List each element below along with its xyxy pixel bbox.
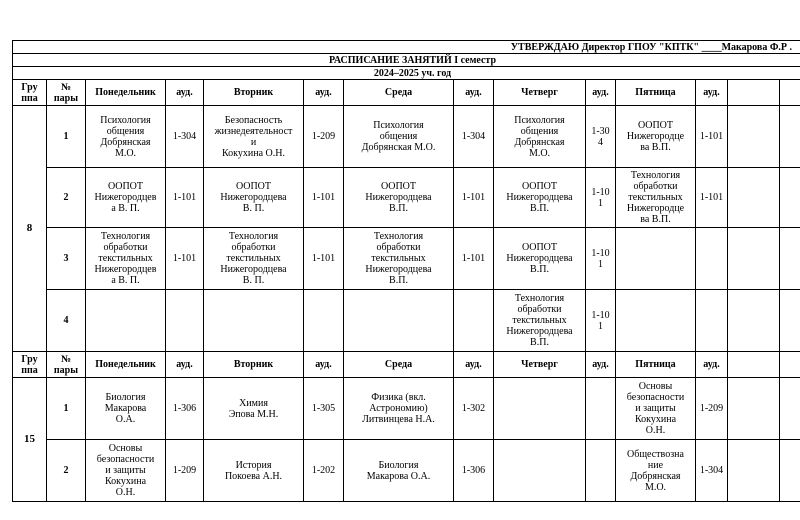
room-text: 1-10 1 — [591, 247, 610, 270]
lesson-wed — [344, 106, 454, 168]
room-text: 1-101 — [461, 253, 486, 264]
empty-cell — [728, 80, 780, 106]
pair-number: 2 — [47, 168, 86, 228]
lesson-thu — [494, 290, 586, 352]
lesson-text: Психология общения Добрянская М.О. — [361, 120, 436, 153]
lesson-thu — [494, 440, 586, 502]
header-room-text: ауд. — [703, 359, 720, 370]
room-mon — [166, 168, 204, 228]
lesson-text: Психология общения Добрянская М.О. — [100, 114, 151, 159]
header-room-text: ауд. — [465, 87, 482, 98]
room-fri — [696, 290, 728, 352]
lesson-text: Технология обработки текстильных Нижегородцева В. П. — [220, 231, 287, 286]
lesson-tue — [204, 378, 304, 440]
header-monday-text: Понедельник — [95, 359, 156, 370]
header-friday-text: Пятница — [635, 359, 676, 370]
header-group — [13, 80, 47, 106]
lesson-fri — [616, 168, 696, 228]
room-fri — [696, 106, 728, 168]
group-number: 8 — [13, 106, 47, 352]
room-text: 1-30 4 — [591, 125, 610, 148]
room-text: 1-209 — [699, 403, 724, 414]
room-text: 1-10 1 — [591, 186, 610, 209]
room-thu — [586, 378, 616, 440]
lesson-fri — [616, 378, 696, 440]
lesson-thu — [494, 378, 586, 440]
header-friday-text: Пятница — [635, 87, 676, 98]
room-thu — [586, 440, 616, 502]
header-room — [166, 80, 204, 106]
lesson-text: Биология Макарова О.А. — [104, 392, 147, 425]
lesson-text: Технология обработки текстильных Нижегородце ва В.П. — [626, 170, 685, 225]
header-room — [454, 80, 494, 106]
lesson-text: История Покоева А.Н. — [224, 459, 283, 482]
academic-year: 2024–2025 уч. год — [13, 67, 800, 80]
room-fri — [696, 228, 728, 290]
room-wed — [454, 106, 494, 168]
empty-cell — [728, 168, 780, 228]
header-room — [586, 80, 616, 106]
lesson-fri — [616, 440, 696, 502]
empty-cell — [728, 290, 780, 352]
pair-number: 4 — [47, 290, 86, 352]
lesson-text: ООПОТ Нижегородцев а В. П. — [94, 181, 157, 214]
header-group — [13, 352, 47, 378]
lesson-text: Физика (вкл. Астрономию) Литвинцева Н.А. — [362, 392, 435, 425]
lesson-tue — [204, 290, 304, 352]
header-wednesday — [344, 80, 454, 106]
room-tue — [304, 168, 344, 228]
room-text: 1-304 — [461, 131, 486, 142]
schedule-sheet — [12, 40, 800, 502]
room-text: 1-209 — [311, 131, 336, 142]
lesson-text: Химия Эпова М.Н. — [228, 397, 279, 420]
header-thursday-text: Четверг — [521, 359, 558, 370]
header-room — [586, 352, 616, 378]
header-room — [166, 352, 204, 378]
header-room-text: ауд. — [176, 87, 193, 98]
room-text: 1-101 — [172, 253, 197, 264]
room-text: 1-101 — [311, 192, 336, 203]
lesson-tue — [204, 228, 304, 290]
lesson-text: ООПОТ Нижегородцева В. П. — [220, 181, 287, 214]
header-wednesday-text: Среда — [384, 87, 413, 98]
empty-cell — [728, 378, 780, 440]
header-monday-text: Понедельник — [95, 87, 156, 98]
lesson-thu — [494, 168, 586, 228]
pair-number: 3 — [47, 228, 86, 290]
room-text: 1-202 — [311, 465, 336, 476]
lesson-fri — [616, 106, 696, 168]
lesson-tue — [204, 440, 304, 502]
header-room-text: ауд. — [592, 87, 609, 98]
lesson-mon — [86, 168, 166, 228]
lesson-thu — [494, 106, 586, 168]
empty-cell — [780, 228, 800, 290]
room-text: 1-209 — [172, 465, 197, 476]
header-room-text: ауд. — [703, 87, 720, 98]
room-thu — [586, 106, 616, 168]
lesson-text: Основы безопасности и защиты Кокухина О.Н. — [96, 443, 155, 498]
header-room-text: ауд. — [315, 359, 332, 370]
header-monday — [86, 352, 166, 378]
empty-cell — [728, 228, 780, 290]
header-tuesday-text: Вторник — [233, 87, 274, 98]
room-mon — [166, 378, 204, 440]
empty-cell — [780, 352, 800, 378]
header-room — [304, 352, 344, 378]
empty-cell — [780, 106, 800, 168]
room-text: 1-101 — [461, 192, 486, 203]
lesson-text: ООПОТ Нижегородцева В.П. — [506, 242, 573, 275]
lesson-wed — [344, 440, 454, 502]
header-pair — [47, 80, 86, 106]
empty-cell — [728, 106, 780, 168]
header-room — [454, 352, 494, 378]
header-group-text: Гру ппа — [21, 81, 38, 104]
room-text: 1-101 — [172, 192, 197, 203]
lesson-text: Основы безопасности и защиты Кокухина О.Н. — [626, 381, 685, 436]
room-thu — [586, 290, 616, 352]
empty-cell — [780, 290, 800, 352]
room-tue — [304, 378, 344, 440]
table-row — [13, 106, 800, 168]
header-tuesday — [204, 80, 304, 106]
header-thursday — [494, 80, 586, 106]
empty-cell — [780, 80, 800, 106]
lesson-mon — [86, 378, 166, 440]
header-tuesday — [204, 352, 304, 378]
header-friday — [616, 352, 696, 378]
header-pair-text: № пары — [53, 81, 79, 104]
room-fri — [696, 440, 728, 502]
table-row — [13, 290, 800, 352]
lesson-mon — [86, 106, 166, 168]
header-friday — [616, 80, 696, 106]
table-row — [13, 440, 800, 502]
empty-cell — [780, 168, 800, 228]
header-thursday-text: Четверг — [521, 87, 558, 98]
room-wed — [454, 290, 494, 352]
room-text: 1-304 — [172, 131, 197, 142]
header-wednesday — [344, 352, 454, 378]
room-mon — [166, 228, 204, 290]
lesson-wed — [344, 290, 454, 352]
lesson-fri — [616, 228, 696, 290]
room-wed — [454, 168, 494, 228]
lesson-tue — [204, 168, 304, 228]
lesson-text: Технология обработки текстильных Нижегородцев а В. П. — [94, 231, 157, 286]
lesson-fri — [616, 290, 696, 352]
header-group-text: Гру ппа — [21, 353, 38, 376]
room-fri — [696, 378, 728, 440]
group-number: 15 — [13, 378, 47, 502]
header-tuesday-text: Вторник — [233, 359, 274, 370]
header-pair — [47, 352, 86, 378]
empty-cell — [780, 378, 800, 440]
room-tue — [304, 106, 344, 168]
room-text: 1-304 — [699, 465, 724, 476]
header-monday — [86, 80, 166, 106]
room-thu — [586, 228, 616, 290]
room-mon — [166, 440, 204, 502]
lesson-text: ООПОТ Нижегородцева В.П. — [506, 181, 573, 214]
pair-number: 1 — [47, 106, 86, 168]
header-pair-text: № пары — [53, 353, 79, 376]
lesson-wed — [344, 378, 454, 440]
header-room-text: ауд. — [176, 359, 193, 370]
lesson-text: ООПОТ Нижегородце ва В.П. — [626, 120, 685, 153]
lesson-tue — [204, 106, 304, 168]
table-row — [13, 228, 800, 290]
pair-number: 2 — [47, 440, 86, 502]
header-room — [696, 352, 728, 378]
room-tue — [304, 228, 344, 290]
table-row — [13, 378, 800, 440]
lesson-mon — [86, 440, 166, 502]
lesson-mon — [86, 290, 166, 352]
room-text: 1-302 — [461, 403, 486, 414]
lesson-text: ООПОТ Нижегородцева В.П. — [365, 181, 432, 214]
room-tue — [304, 290, 344, 352]
room-wed — [454, 440, 494, 502]
room-text: 1-101 — [699, 131, 724, 142]
room-text: 1-306 — [172, 403, 197, 414]
pair-number: 1 — [47, 378, 86, 440]
lesson-wed — [344, 228, 454, 290]
room-thu — [586, 168, 616, 228]
room-text: 1-306 — [461, 465, 486, 476]
schedule-table — [12, 40, 800, 502]
header-wednesday-text: Среда — [384, 359, 413, 370]
empty-cell — [728, 440, 780, 502]
lesson-thu — [494, 228, 586, 290]
header-room-text: ауд. — [315, 87, 332, 98]
room-text: 1-10 1 — [591, 309, 610, 332]
header-room — [304, 80, 344, 106]
room-wed — [454, 378, 494, 440]
lesson-mon — [86, 228, 166, 290]
header-room-text: ауд. — [592, 359, 609, 370]
room-tue — [304, 440, 344, 502]
approval-line: УТВЕРЖДАЮ Директор ГПОУ "КПТК" ____Макарова Ф.Р . — [13, 41, 800, 54]
room-wed — [454, 228, 494, 290]
room-mon — [166, 290, 204, 352]
lesson-text: Технология обработки текстильных Нижегородцева В.П. — [506, 293, 573, 348]
lesson-wed — [344, 168, 454, 228]
lesson-text: Биология Макарова О.А. — [366, 459, 431, 482]
header-room-text: ауд. — [465, 359, 482, 370]
room-text: 1-101 — [311, 253, 336, 264]
room-fri — [696, 168, 728, 228]
lesson-text: Безопасность жизнедеятельност и Кокухина О.Н. — [214, 114, 293, 159]
room-text: 1-101 — [699, 192, 724, 203]
header-thursday — [494, 352, 586, 378]
room-text: 1-305 — [311, 403, 336, 414]
lesson-text: Обществозна ние Добрянская М.О. — [627, 448, 684, 493]
lesson-text: Психология общения Добрянская М.О. — [514, 114, 565, 159]
room-mon — [166, 106, 204, 168]
lesson-text: Технология обработки текстильных Нижегородцева В.П. — [365, 231, 432, 286]
header-room — [696, 80, 728, 106]
schedule-title: РАСПИСАНИЕ ЗАНЯТИЙ I семестр — [13, 54, 800, 67]
empty-cell — [728, 352, 780, 378]
empty-cell — [780, 440, 800, 502]
table-row — [13, 168, 800, 228]
